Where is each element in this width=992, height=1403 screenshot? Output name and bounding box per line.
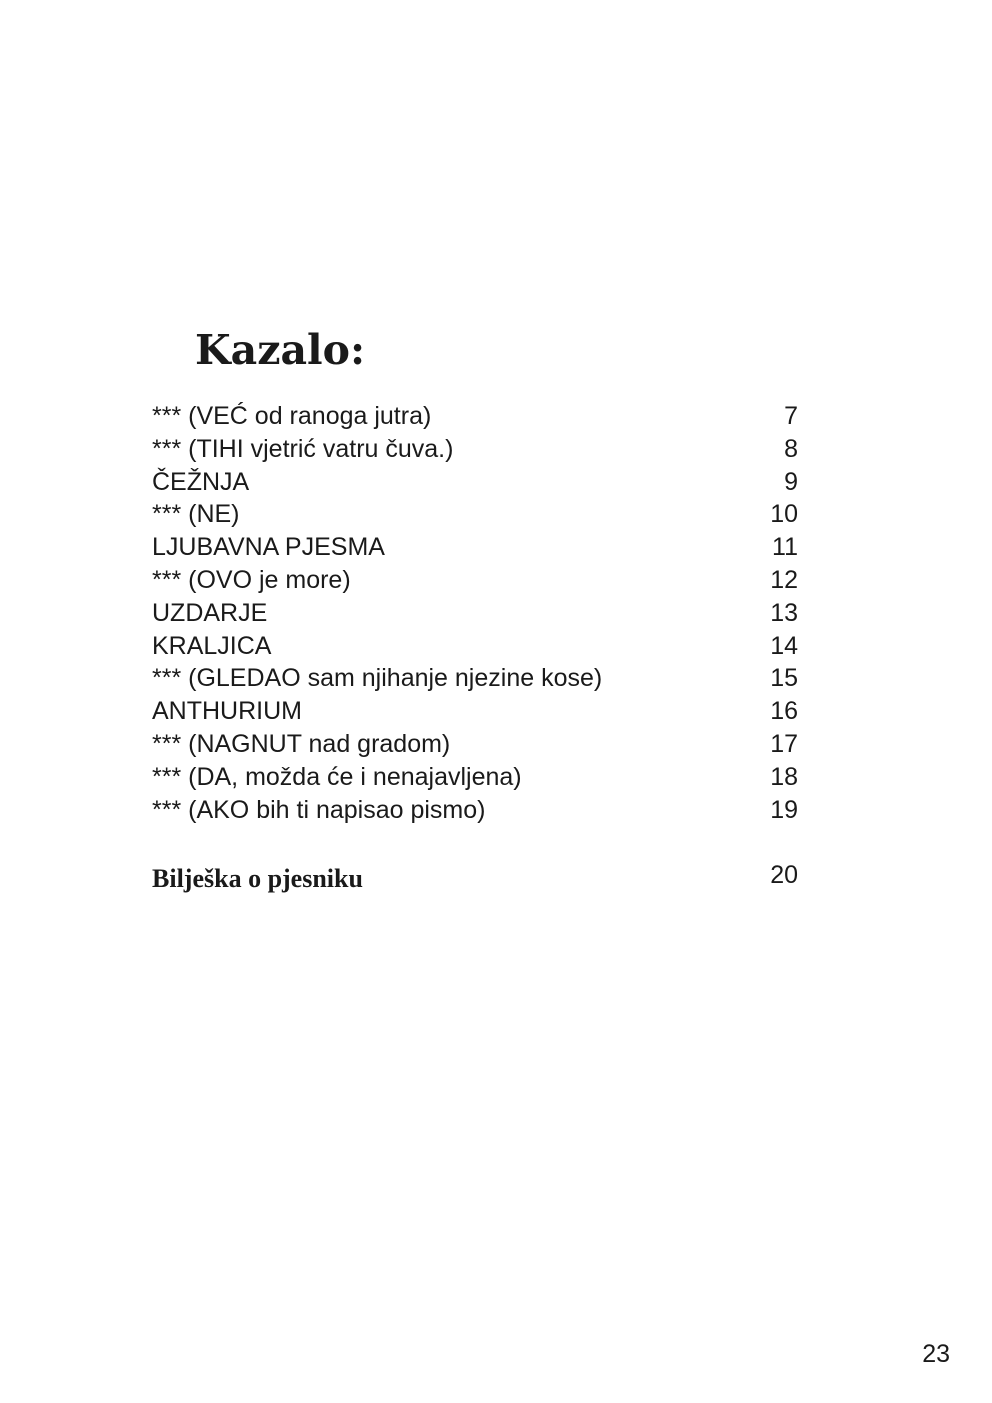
toc-entry-page: 20 — [770, 861, 798, 889]
toc-entry-title: UZDARJE — [152, 598, 268, 627]
toc-entry-page: 14 — [770, 631, 798, 660]
toc-entry — [152, 564, 800, 597]
toc-entry-title: *** (NAGNUT nad gradom) — [152, 729, 451, 758]
toc-entry-page: 15 — [770, 664, 798, 693]
toc-entry-page: 18 — [770, 762, 798, 791]
toc-entry — [152, 761, 800, 794]
toc-entry-title: *** (NE) — [152, 500, 240, 529]
toc-entry — [152, 433, 800, 466]
toc-entry — [152, 728, 800, 761]
toc-entry — [152, 630, 800, 663]
toc-entry-title: *** (GLEDAO sam njihanje njezine kose) — [152, 664, 603, 693]
toc-entry-page: 10 — [770, 500, 798, 529]
toc-entry-page: 9 — [784, 467, 798, 496]
toc-entry — [152, 662, 800, 695]
toc-entry — [152, 695, 800, 728]
page-number: 23 — [922, 1340, 950, 1368]
toc-entry-title: KRALJICA — [152, 631, 272, 660]
toc-entry-page: 13 — [770, 598, 798, 627]
toc-heading: Kazalo: — [195, 326, 366, 374]
toc-entry-title: ČEŽNJA — [152, 467, 250, 496]
toc-entry — [152, 794, 800, 827]
toc-entry-page: 17 — [770, 729, 798, 758]
toc-entry-page: 12 — [770, 565, 798, 594]
toc-entry-page: 11 — [772, 533, 798, 562]
toc-entry-page: 16 — [770, 697, 798, 726]
toc-entry-title: *** (VEĆ od ranoga jutra) — [152, 402, 432, 430]
toc-entry-page: 8 — [784, 434, 798, 463]
toc-entry — [152, 531, 800, 564]
toc-entry — [152, 400, 800, 433]
toc-entry-title: *** (DA, možda će i nenajavljena) — [152, 762, 522, 791]
toc-entry — [152, 466, 800, 499]
toc-entry-page: 7 — [784, 402, 798, 430]
toc-entry-title: *** (OVO je more) — [152, 565, 351, 594]
toc-entry-title: LJUBAVNA PJESMA — [152, 533, 385, 562]
toc-list — [152, 400, 800, 826]
toc-entry — [152, 597, 800, 630]
toc-entry-author-note — [152, 862, 800, 896]
toc-entry — [152, 498, 800, 531]
toc-entry-page: 19 — [770, 795, 798, 824]
toc-entry-title: *** (AKO bih ti napisao pismo) — [152, 795, 486, 824]
toc-entry-title: Bilješka o pjesniku — [152, 864, 363, 893]
toc-entry-title: ANTHURIUM — [152, 697, 302, 726]
toc-entry-title: *** (TIHI vjetrić vatru čuva.) — [152, 434, 454, 463]
